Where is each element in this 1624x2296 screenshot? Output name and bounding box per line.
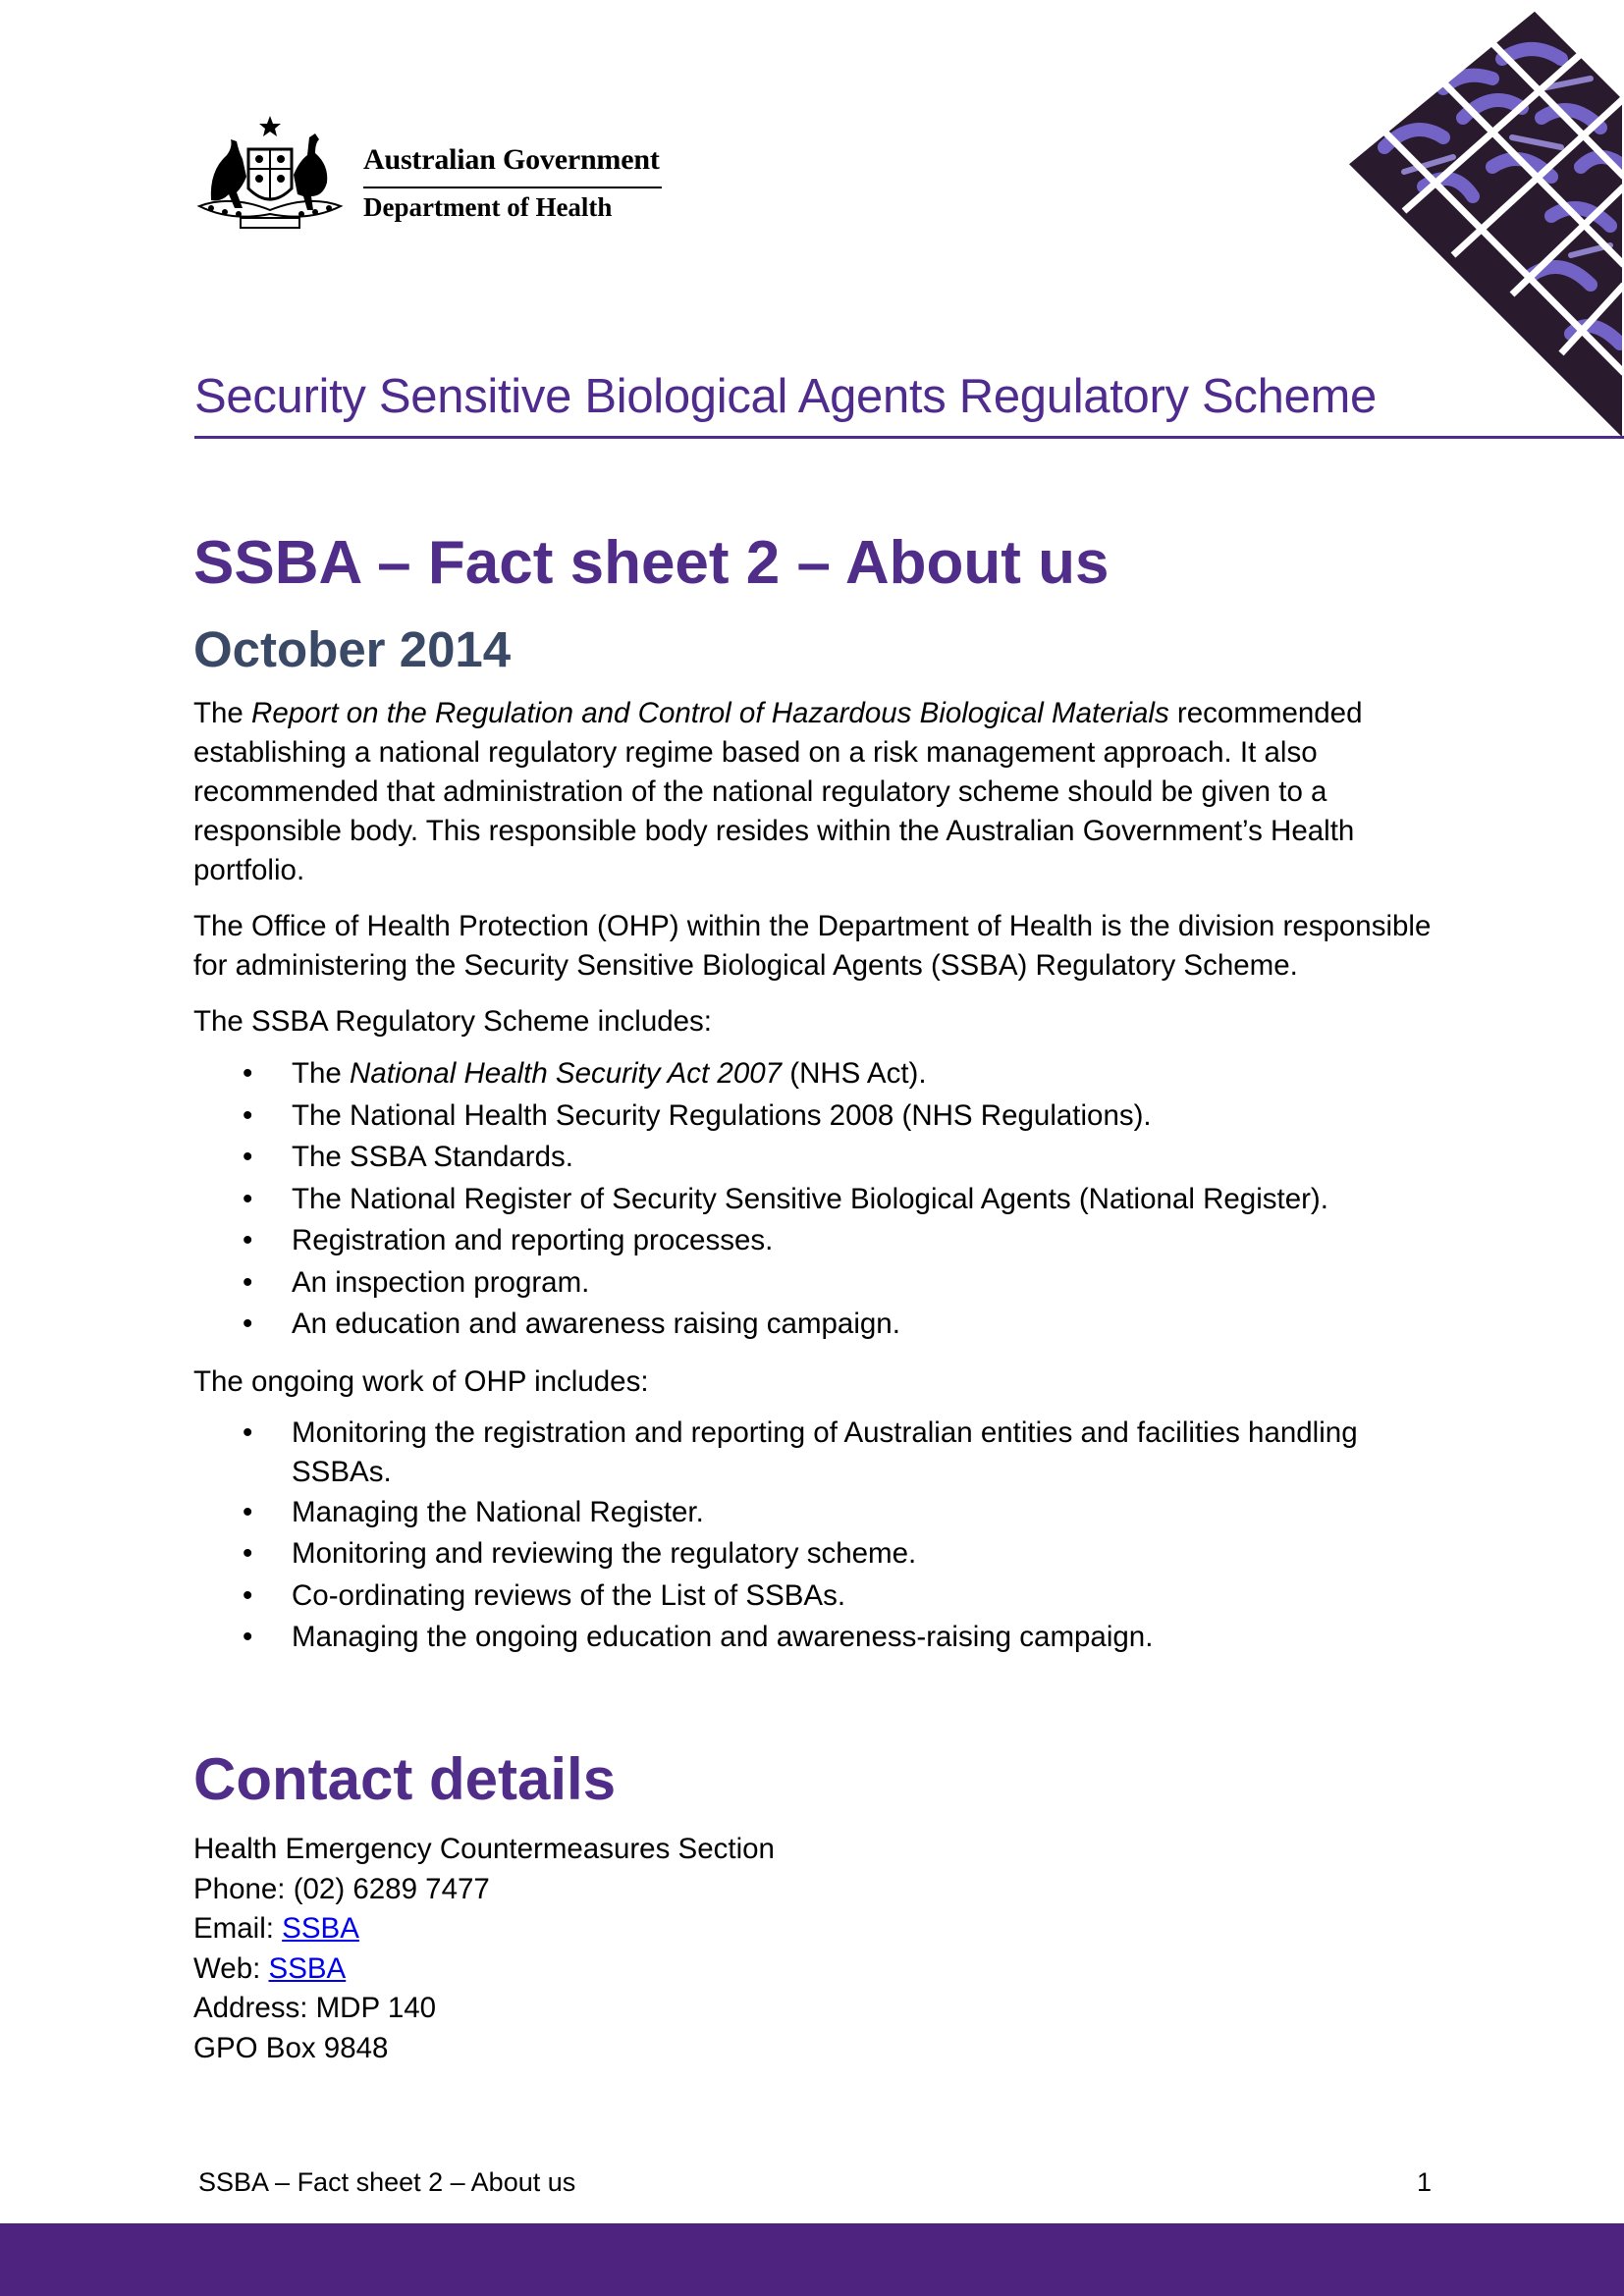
list-item-text: (NHS Act). — [782, 1057, 927, 1090]
footer-title: SSBA – Fact sheet 2 – About us — [198, 2167, 576, 2197]
microbe-diamond-graphic — [1345, 0, 1624, 442]
scheme-list — [193, 1053, 1460, 1346]
intro-paragraph — [193, 694, 1460, 890]
contact-email — [193, 1909, 775, 1949]
list-item: • Registration and reporting processes. — [193, 1220, 1460, 1262]
email-link[interactable]: SSBA — [282, 1912, 359, 1945]
body-content — [193, 694, 1460, 1676]
gov-name: Australian Government — [363, 143, 660, 176]
list-item: • Monitoring and reviewing the regulatory scheme. — [193, 1533, 1460, 1575]
logo-divider — [363, 187, 662, 188]
list-item: • An inspection program. — [193, 1262, 1460, 1305]
web-label: Web: — [193, 1951, 269, 1985]
coat-of-arms-icon — [191, 112, 349, 234]
ohp-work-list — [193, 1414, 1460, 1659]
contact-section: Health Emergency Countermeasures Section — [193, 1833, 775, 1865]
intro-rest: recommended establishing a national regulatory regime based on a risk management approach. It also recommended that administration of the national regulatory scheme should be given to a responsible body. This responsible body resides within the Australian Government’s Health portfolio. — [193, 697, 1363, 886]
dept-name: Department of Health — [363, 192, 613, 222]
contact-heading: Contact details — [193, 1746, 617, 1812]
list-item: • Monitoring the registration and reporting of Australian entities and facilities handling SSBAs. — [193, 1414, 1460, 1492]
report-title: Report on the Regulation and Control of Hazardous Biological Materials — [251, 697, 1169, 729]
list-item: • The SSBA Standards. — [193, 1137, 1460, 1179]
ohp-paragraph: The Office of Health Protection (OHP) within the Department of Health is the division responsible for administering the Security Sensitive Biological Agents (SSBA) Regulatory Scheme. — [193, 910, 1432, 982]
email-label: Email: — [193, 1912, 283, 1945]
scheme-includes-heading: The SSBA Regulatory Scheme includes: — [193, 1005, 713, 1038]
document-date: October 2014 — [193, 621, 512, 677]
page-title: SSBA – Fact sheet 2 – About us — [193, 529, 1110, 597]
act-title: National Health Security Act 2007 — [350, 1057, 783, 1090]
scheme-title: Security Sensitive Biological Agents Regulatory Scheme — [194, 370, 1377, 423]
list-item: • Managing the National Register. — [193, 1492, 1460, 1534]
list-item: • An education and awareness raising campaign. — [193, 1304, 1460, 1346]
contact-po-box: GPO Box 9848 — [193, 2031, 389, 2064]
contact-block — [193, 1830, 775, 2068]
contact-web — [193, 1949, 775, 1990]
contact-address: Address: MDP 140 — [193, 1992, 437, 2024]
footer-bar — [0, 2223, 1624, 2296]
list-item: • The National Register of Security Sensitive Biological Agents (National Register). — [193, 1179, 1460, 1221]
contact-phone: Phone: (02) 6289 7477 — [193, 1872, 490, 1905]
list-item — [193, 1053, 1460, 1095]
ohp-work-heading: The ongoing work of OHP includes: — [193, 1364, 649, 1398]
list-item: • Co-ordinating reviews of the List of SSBAs. — [193, 1575, 1460, 1618]
scheme-divider — [194, 436, 1624, 439]
list-item: • The National Health Security Regulations 2008 (NHS Regulations). — [193, 1095, 1460, 1138]
page-number: 1 — [1417, 2167, 1433, 2197]
list-item: • Managing the ongoing education and awareness-raising campaign. — [193, 1617, 1460, 1659]
intro-prefix: The — [193, 697, 252, 729]
web-link[interactable]: SSBA — [268, 1951, 347, 1985]
list-item-text: The — [292, 1057, 351, 1090]
